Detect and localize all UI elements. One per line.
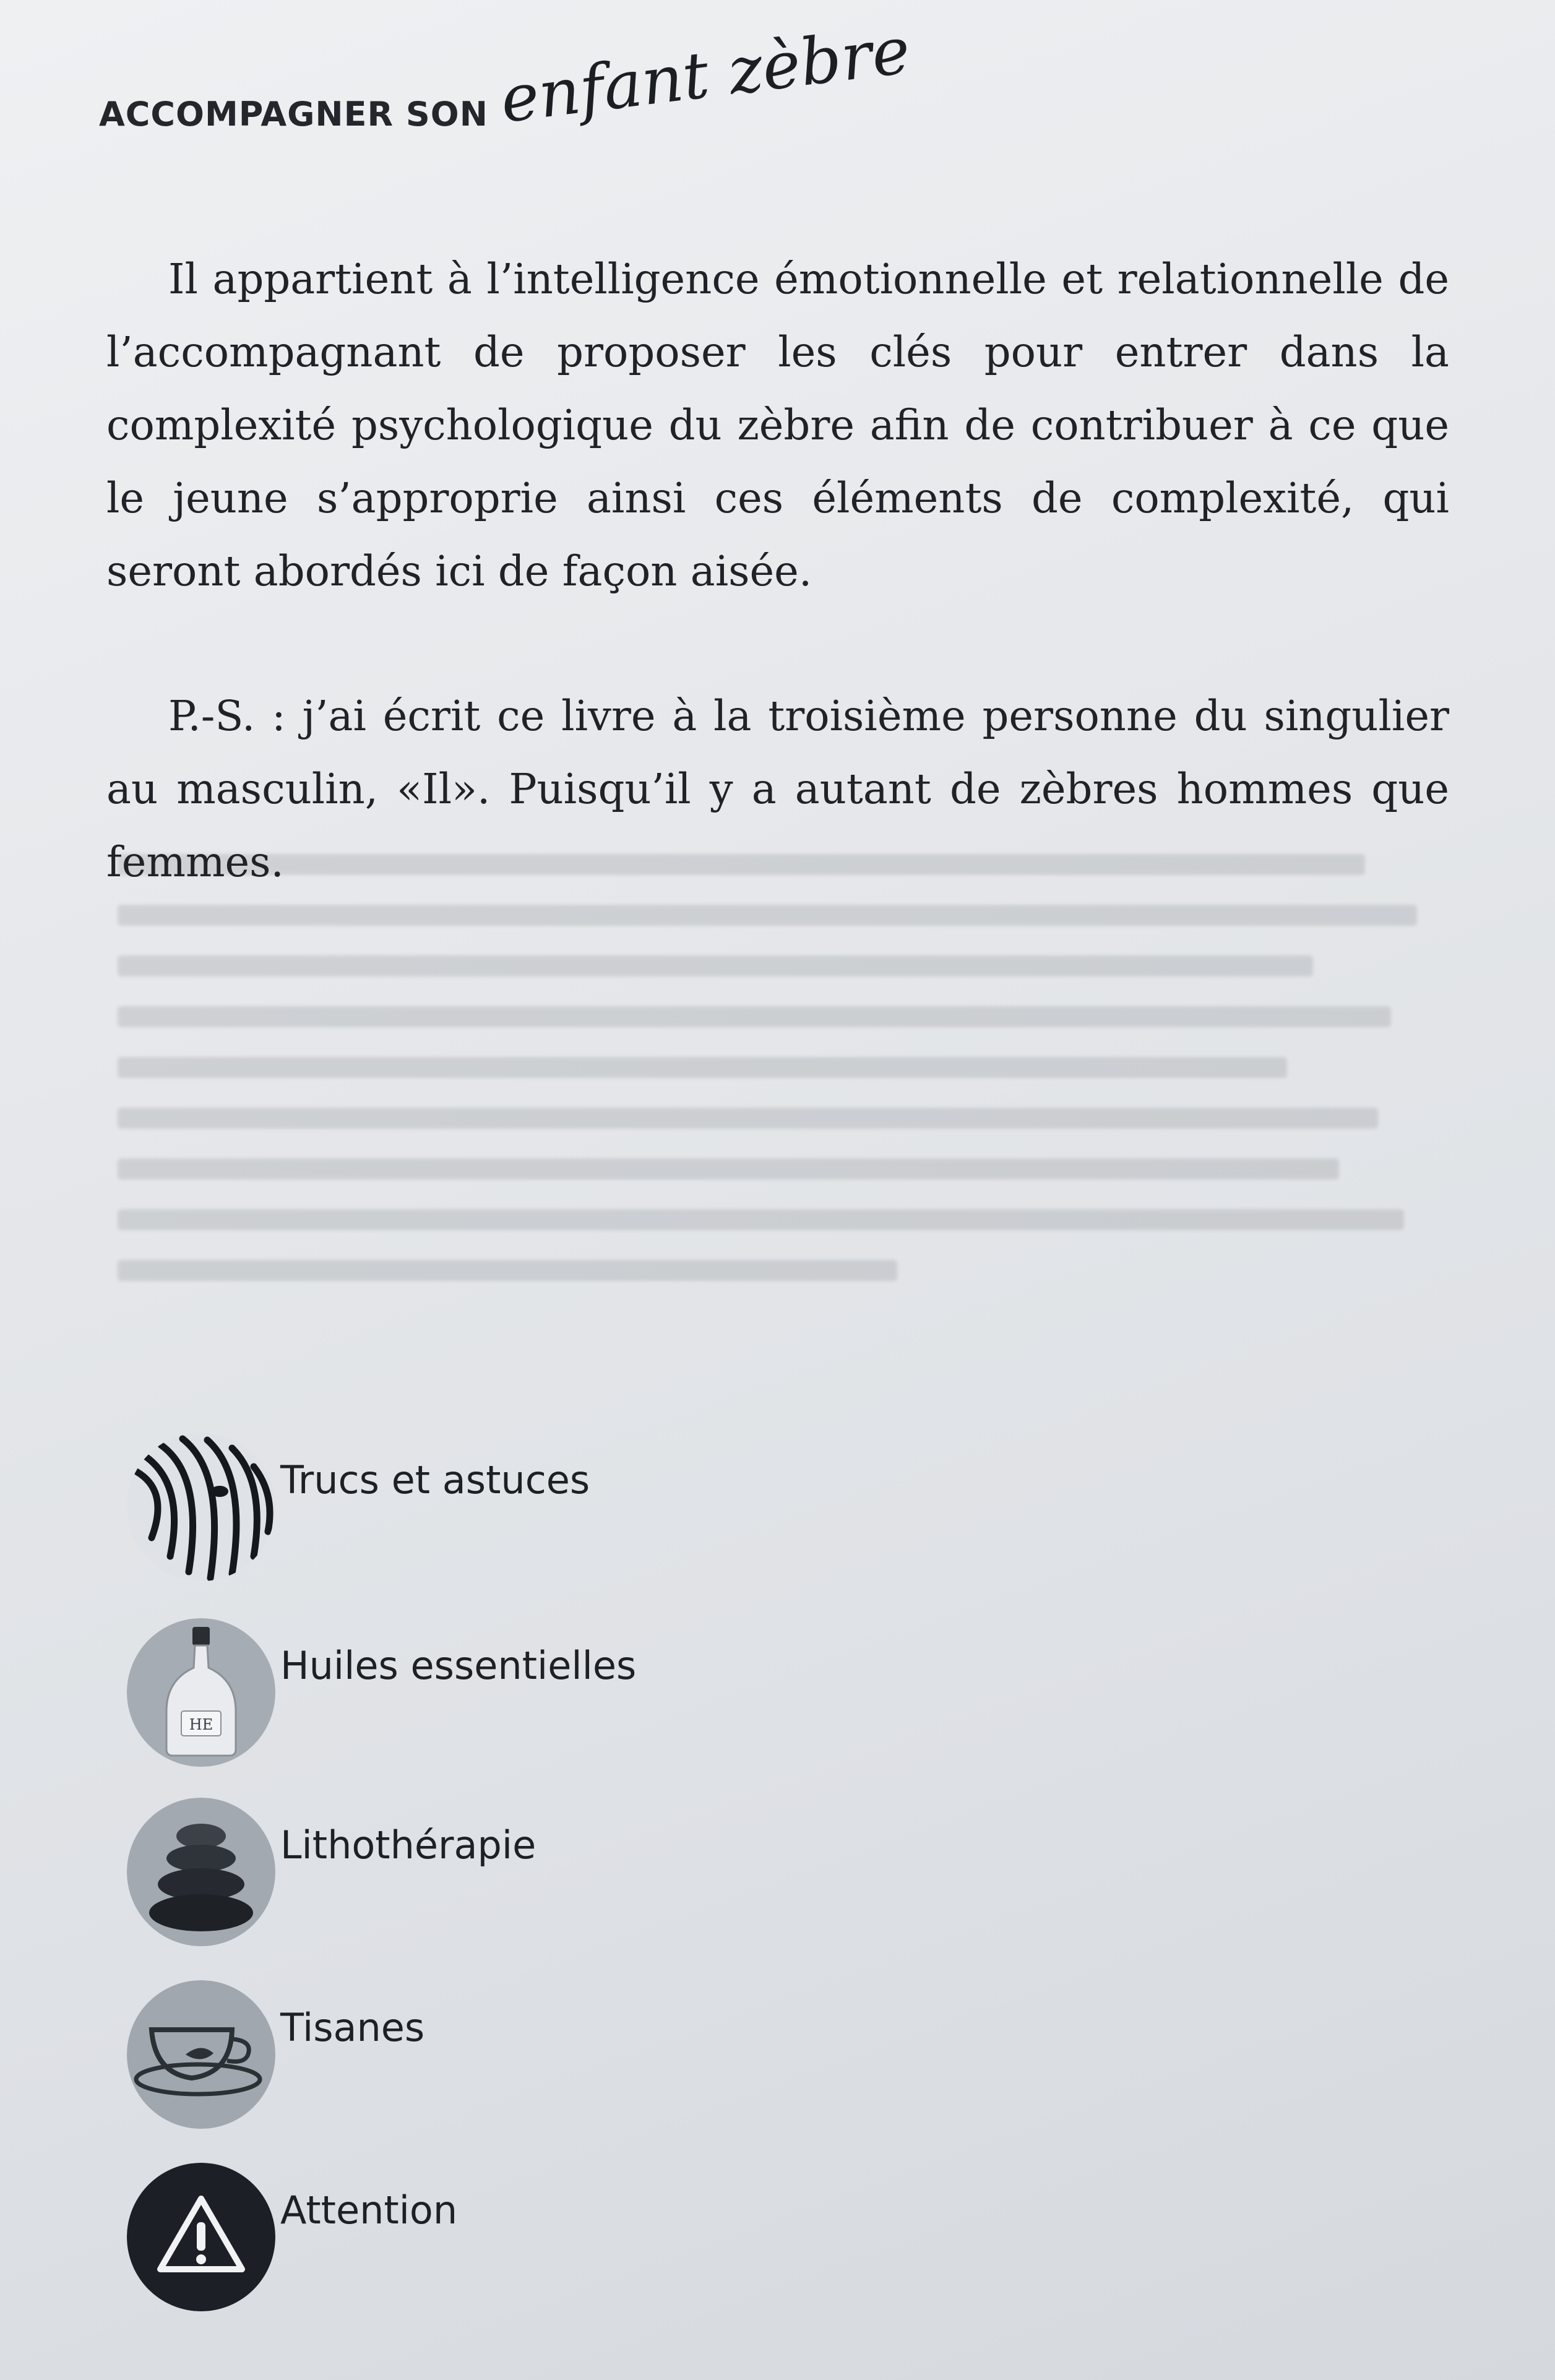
- stacked-stones-icon: [127, 1798, 275, 1946]
- oil-bottle-icon: [127, 1618, 275, 1767]
- legend-label-herbal-teas: Tisanes: [280, 2005, 425, 2050]
- legend-label-lithotherapy: Lithothérapie: [280, 1822, 536, 1868]
- show-through-text: [118, 854, 1417, 1311]
- running-header: [99, 12, 917, 137]
- header-script-title: enfant zèbre: [496, 12, 914, 137]
- legend-item-essential-oils: [127, 1618, 636, 1767]
- legend-item-lithotherapy: [127, 1798, 536, 1946]
- zebra-icon: [127, 1433, 275, 1581]
- legend-label-warning: Attention: [280, 2188, 458, 2233]
- body-paragraph-2: P.-S. : j’ai écrit ce livre à la troisième personne du singulier au masculin, «Il». Puisqu’il y a autant de zèbres hommes que femmes.: [106, 692, 1449, 886]
- header-series-title: ACCOMPAGNER SON: [99, 95, 488, 134]
- oil-bottle-label: HE: [189, 1716, 213, 1733]
- body-paragraph-1: Il appartient à l’intelligence émotionnelle et relationnelle de l’accompagnant de proposer les clés pour entrer dans la complexité psychologique du zèbre afin de contribuer à ce que le jeune s’approprie ainsi ces éléments de complexité, qui seront abordés ici de façon aisée.: [106, 255, 1449, 595]
- legend-item-tips: [127, 1433, 590, 1581]
- warning-icon: [127, 2163, 275, 2311]
- legend-label-essential-oils: Huiles essentielles: [280, 1643, 637, 1688]
- legend-label-tips: Trucs et astuces: [280, 1457, 590, 1503]
- legend-item-herbal-teas: [127, 1980, 424, 2129]
- legend-item-warning: [127, 2163, 457, 2311]
- teacup-icon: [127, 1980, 275, 2129]
